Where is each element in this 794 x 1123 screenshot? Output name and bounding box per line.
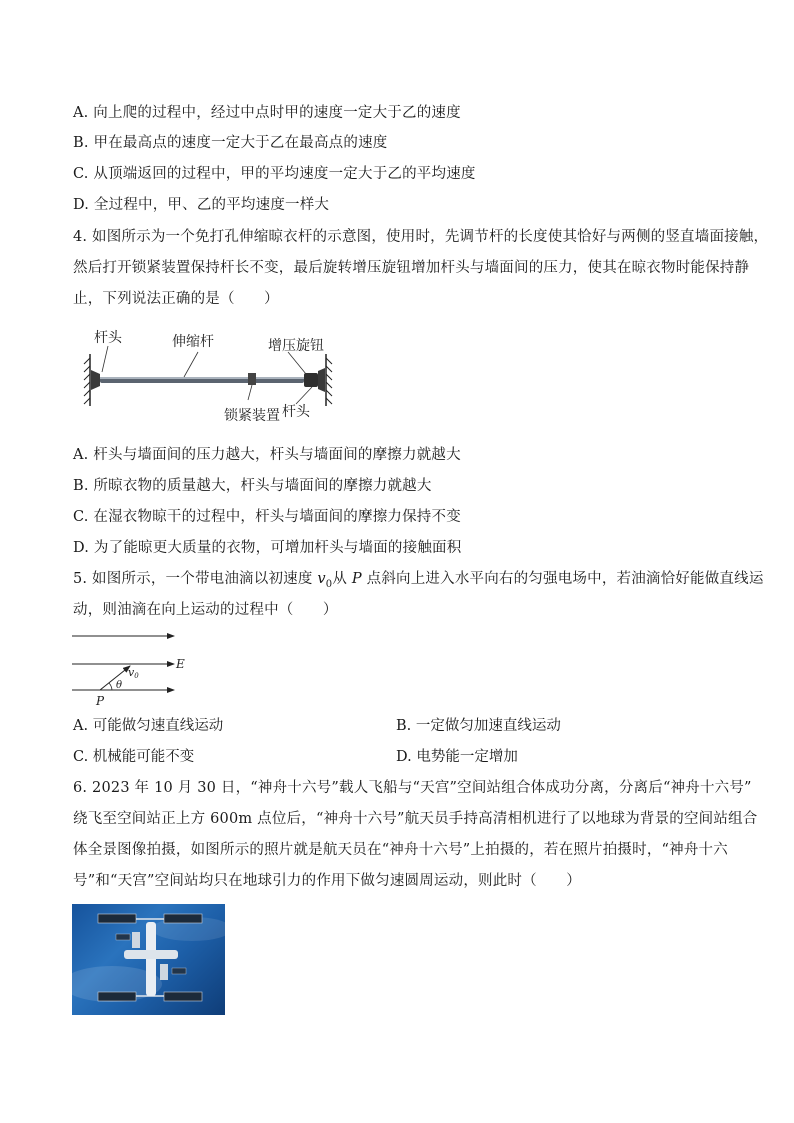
q3-option-a: A. 向上爬的过程中，经过中点时甲的速度一定大于乙的速度 (73, 105, 461, 121)
q5-option-c: C. 机械能可能不变 (73, 749, 195, 765)
q4-stem-line-2: 然后打开锁紧装置保持杆长不变，最后旋转增压旋钮增加杆头与墙面间的压力，使其在晾衣物时能保持静 (73, 260, 750, 276)
q3-option-d: D. 全过程中，甲、乙的平均速度一样大 (73, 197, 330, 213)
label-knob: 增压旋钮 (268, 338, 324, 354)
q4-stem-line-1: 4. 如图所示为一个免打孔伸缩晾衣杆的示意图，使用时，先调节杆的长度使其恰好与两侧的竖直墙面接触， (73, 229, 769, 245)
space-station-illustration (72, 904, 225, 1015)
q5-v0-subscript: 0 (325, 578, 333, 590)
clothes-rod-figure (80, 326, 340, 426)
left-rod-head (91, 370, 100, 390)
q3-option-b: B. 甲在最高点的速度一定大于乙在最高点的速度 (73, 135, 388, 151)
label-left-head: 杆头 (94, 330, 122, 346)
label-lock: 锁紧装置 (224, 408, 280, 424)
label-rod: 伸缩杆 (172, 334, 214, 350)
q6-stem-line-3: 体全景图像拍摄，如图所示的照片就是航天员在“神舟十六号”上拍摄的，若在照片拍摄时，“神舟十六 (73, 842, 728, 858)
q3-option-c: C. 从顶端返回的过程中，甲的平均速度一定大于乙的平均速度 (73, 166, 476, 182)
velocity-arrow (100, 666, 130, 690)
q5-stem-line-2: 动，则油滴在向上运动的过程中（ ） (73, 602, 338, 618)
pressure-knob (304, 373, 318, 387)
label-v0: v0 (128, 666, 139, 680)
q6-stem-line-4: 号”和“天宫”空间站均只在地球引力的作用下做匀速圆周运动，则此时（ ） (73, 873, 581, 889)
q5-option-a: A. 可能做匀速直线运动 (73, 718, 224, 734)
q5-v0-symbol: v (317, 571, 326, 587)
q4-option-c: C. 在湿衣物晾干的过程中，杆头与墙面间的摩擦力保持不变 (73, 509, 461, 525)
q5-stem-text-a: 5. 如图所示，一个带电油滴以初速度 (73, 571, 318, 587)
q5-stem-text-c: 点斜向上进入水平向右的匀强电场中，若油滴恰好能做直线运 (361, 571, 764, 587)
q6-stem-line-2: 绕飞至空间站正上方 600m 点位后，“神舟十六号”航天员手持高清相机进行了以地球为背景的空间站组合 (73, 811, 758, 827)
q6-stem-line-1: 6. 2023 年 10 月 30 日，“神舟十六号”载人飞船与“天宫”空间站组合体成功分离，分离后“神舟十六号” (73, 780, 752, 796)
right-rod-head (318, 368, 325, 392)
electric-field-figure (70, 626, 200, 708)
q5-stem-line-1 (73, 569, 764, 595)
q4-option-d: D. 为了能晾更大质量的衣物，可增加杆头与墙面的接触面积 (73, 540, 462, 556)
label-point-p: P (96, 694, 105, 708)
q4-option-b: B. 所晾衣物的质量越大，杆头与墙面间的摩擦力就越大 (73, 478, 432, 494)
q5-stem-text-b: 从 (332, 571, 352, 587)
label-theta: θ (116, 680, 123, 691)
q4-stem-line-3: 止，下列说法正确的是（ ） (73, 291, 279, 307)
q5-option-d: D. 电势能一定增加 (396, 749, 518, 765)
q5-point-p: P (351, 571, 362, 587)
q5-option-b: B. 一定做匀加速直线运动 (396, 718, 561, 734)
label-field-e: E (176, 657, 185, 671)
space-station-photo (72, 904, 225, 1015)
q4-option-a: A. 杆头与墙面间的压力越大，杆头与墙面间的摩擦力就越大 (73, 447, 461, 463)
label-right-head: 杆头 (282, 404, 310, 420)
lock-device (248, 373, 256, 385)
